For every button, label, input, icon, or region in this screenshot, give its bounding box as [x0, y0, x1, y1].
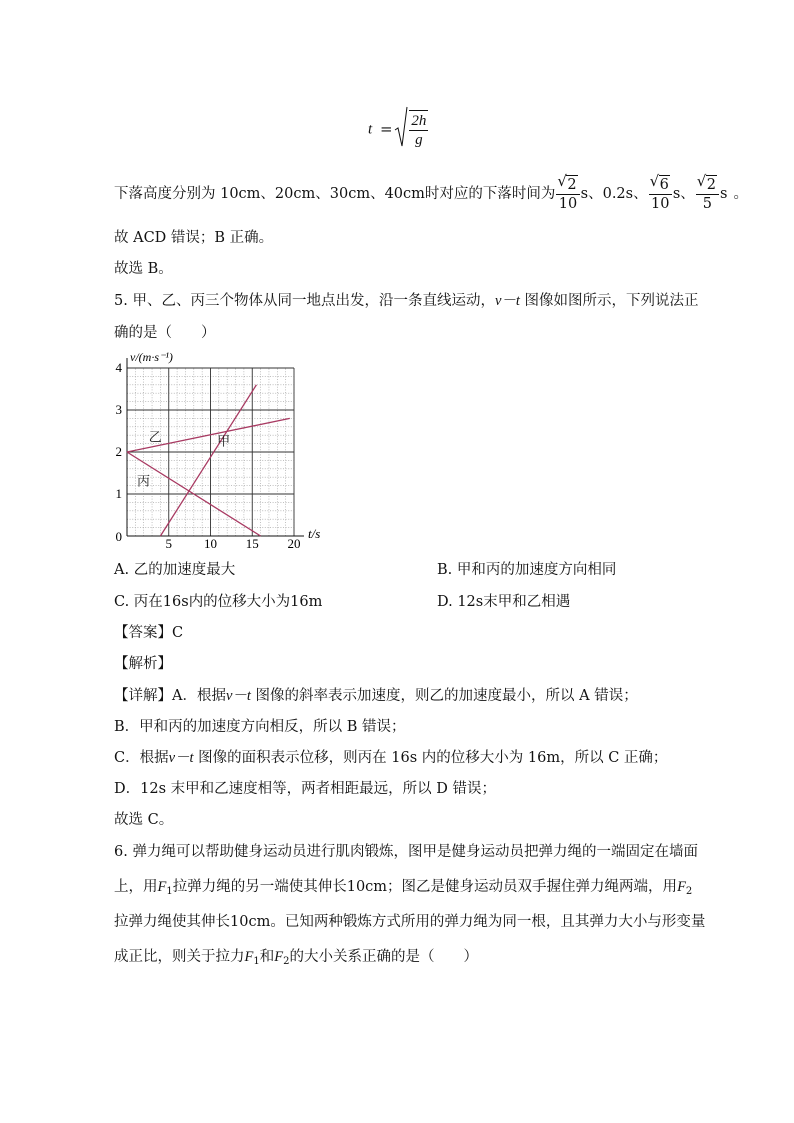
q6-line3: 拉弹力绳使其伸长10cm。已知两种锻炼方式所用的弹力绳为同一根，且其弹力大小与形变量 — [114, 914, 706, 930]
q6-f2-sub: 2 — [685, 886, 693, 897]
sqrt2-a: √ 2 — [566, 175, 577, 194]
option-a[interactable]: A. 乙的加速度最大 — [114, 562, 236, 578]
q6-line2 — [114, 877, 692, 902]
q5-stem-line2: 确的是（ ） — [114, 325, 216, 341]
x-tick-label: 20 — [287, 536, 301, 551]
option-c[interactable]: C. 丙在16s内的位移大小为16m — [114, 594, 323, 610]
detail-c — [114, 748, 667, 768]
x-axis-label: t/s — [308, 526, 321, 541]
detail-c-post: 图像的面积表示位移，则丙在 16s 内的位移大小为 16m，所以 C 正确； — [193, 750, 668, 766]
answer-line: 【答案】C — [114, 625, 184, 641]
q5-stem-vt: v－t — [494, 293, 520, 309]
fall-time-formula — [368, 110, 429, 150]
q6-l2-mid: 拉弹力绳的另一端使其伸长10cm；图乙是健身运动员双手握住弹力绳两端，用 — [172, 879, 678, 895]
detail-a-vt: v－t — [225, 688, 251, 704]
q6-line1: 6. 弹力绳可以帮助健身运动员进行肌肉锻炼，图甲是健身运动员把弹力绳的一端固定在墙面 — [114, 844, 698, 860]
t3-denominator: 10 — [651, 196, 670, 212]
sqrt-sign — [394, 106, 408, 148]
formula-numerator: 2h — [411, 113, 427, 129]
t3-unit: s、 — [672, 186, 695, 202]
q6-line4 — [114, 947, 478, 972]
t1-denominator: 10 — [558, 196, 578, 212]
q6-l4-f2: F — [274, 949, 284, 965]
series-label: 甲 — [217, 433, 231, 449]
q5-stem-post: 图像如图所示，下列说法正 — [519, 293, 699, 309]
formula-lhs: t — [368, 121, 373, 138]
choose-c-line: 故选 C。 — [114, 812, 174, 828]
origin-label: 0 — [115, 529, 122, 544]
q6-l4-f2-sub: 2 — [283, 956, 290, 967]
conclusion-line: 故 ACD 错误；B 正确。 — [114, 230, 274, 246]
series-label: 乙 — [148, 429, 162, 445]
y-axis-label: v/(m·s⁻¹) — [130, 350, 173, 364]
fall-time-line — [114, 172, 748, 216]
y-tick-label: 3 — [115, 402, 122, 417]
option-d[interactable]: D. 12s末甲和乙相遇 — [437, 594, 571, 610]
t4-unit: s — [720, 186, 728, 202]
sqrt6: √ 6 — [659, 175, 670, 194]
formula-equals: = — [379, 119, 393, 138]
analysis-title: 【解析】 — [114, 656, 172, 672]
q6-l4-pre: 成正比，则关于拉力 — [114, 949, 245, 965]
y-tick-label: 2 — [115, 444, 122, 459]
q6-f1: F — [157, 879, 167, 895]
q6-l4-f1-sub: 1 — [253, 956, 260, 967]
vt-graph — [112, 347, 332, 552]
q6-l4-f1: F — [244, 949, 254, 965]
detail-a — [114, 686, 638, 706]
t1-unit: s — [580, 186, 589, 202]
q6-l4-post: 的大小关系正确的是（ ） — [289, 949, 478, 965]
q6-f2: F — [677, 879, 686, 895]
t4-denominator: 5 — [702, 196, 713, 212]
major-grid — [127, 368, 294, 536]
fall-time-prefix: 下落高度分别为 10cm、20cm、30cm、40cm时对应的下落时间为 — [114, 186, 556, 202]
y-tick-label: 1 — [115, 486, 122, 501]
x-tick-label: 5 — [165, 536, 172, 551]
detail-c-vt: v－t — [168, 750, 194, 766]
series-labels — [137, 430, 230, 489]
q6-l4-and: 和 — [259, 949, 275, 965]
detail-d: D．12s 末甲和乙速度相等，两者相距最远，所以 D 错误； — [114, 781, 496, 797]
q5-stem-line1 — [114, 291, 699, 311]
option-b[interactable]: B. 甲和丙的加速度方向相同 — [437, 562, 617, 578]
detail-c-pre: C．根据 — [114, 750, 169, 766]
q6-l2-pre: 上，用 — [114, 879, 158, 895]
t2-value: 、0.2s、 — [588, 186, 648, 202]
detail-a-post: 图像的斜率表示加速度，则乙的加速度最小，所以 A 错误； — [250, 688, 638, 704]
series-label: 丙 — [137, 473, 151, 489]
q5-stem-pre: 5. 甲、乙、丙三个物体从同一地点出发，沿一条直线运动， — [114, 293, 495, 309]
y-tick-label: 4 — [115, 360, 122, 375]
sqrt2-b: √ 2 — [706, 175, 717, 194]
x-tick-label: 10 — [204, 536, 217, 551]
x-tick-label: 15 — [245, 536, 259, 551]
line-end: 。 — [733, 186, 748, 202]
detail-b: B．甲和丙的加速度方向相反，所以 B 错误； — [114, 719, 406, 735]
detail-a-pre: 【详解】A．根据 — [114, 688, 226, 704]
choose-b-line: 故选 B。 — [114, 261, 173, 277]
formula-denominator: g — [415, 132, 423, 148]
tick-labels — [116, 350, 321, 551]
q6-f1-sub: 1 — [166, 886, 173, 897]
